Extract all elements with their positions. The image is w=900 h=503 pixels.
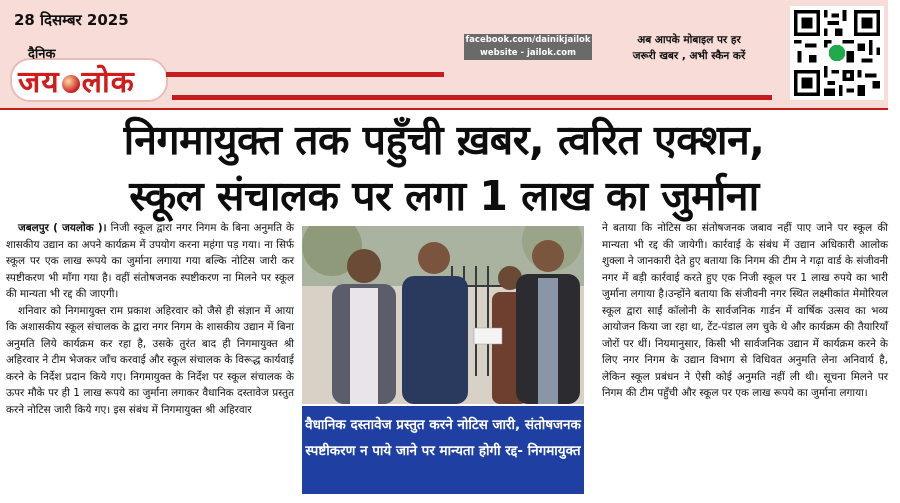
logo-word-left: जय <box>18 65 60 100</box>
scan-prompt <box>604 32 774 64</box>
headline-line-1: निगमायुक्त तक पहुँची ख़बर, त्वरित एक्शन, <box>123 116 765 164</box>
news-photo <box>302 226 584 404</box>
facebook-link[interactable]: facebook.com/dainikjailok <box>465 35 591 45</box>
masthead-rule-top <box>166 72 444 77</box>
website-link[interactable]: website - jailok.com <box>480 48 576 58</box>
newspaper-logo <box>18 60 135 101</box>
scan-prompt-line1: अब आपके मोबाइल पर हर <box>637 34 741 46</box>
article-paragraph-3: ने बताया कि नोटिस का संतोषजनक जबाव नहीं पाए जाने पर स्कूल की मान्यता भी रद्द की जायेगी। कार्रवाई के संबंध में उद्यान अधिकारी आलोक शुक्ला ने जानकारी देते हुए बताया कि निगम की टीम ने गढ़ा वार्ड के संजीवनी नगर में बड़ी कार्रवाई करते हुए एक निजी स्कूल पर 1 लाख रुपये का भारी जुर्माना लगाया है।उन्होंने बताया कि संजीवनी नगर स्थित लक्ष्मीकांत मेमोरियल स्कूल द्वारा साईं कॉलोनी के सार्वजनिक गार्डन में वार्षिक उत्सव का भव्य आयोजन किया जा रहा था, टेंट-पंडाल लग चुके थे और कार्यक्रम की तैयारियाँ जोरों पर थीं। नियमानुसार, किसी भी सार्वजनिक उद्यान में कार्यक्रम करने के लिए नगर निगम के उद्यान विभाग से विधिवत अनुमति लेना अनिवार्य है, लेकिन स्कूल प्रबंधन ने ऐसी कोई अनुमति नहीं ली थी। सूचना मिलने पर निगम की टीम पहुँची और स्कूल पर एक लाख रूपये का जुर्माना लगाया। <box>602 222 888 399</box>
headline <box>0 112 888 224</box>
social-links <box>464 34 592 60</box>
globe-icon <box>62 75 80 93</box>
qr-code-icon[interactable] <box>790 6 884 100</box>
logo-small-text: दैनिक <box>28 47 56 62</box>
article-column-left <box>6 220 294 418</box>
article-paragraph-1 <box>6 220 294 303</box>
headline-line-2: स्कूल संचालक पर लगा 1 लाख का जुर्माना <box>129 172 759 220</box>
masthead <box>0 0 888 110</box>
masthead-rule-bottom <box>172 95 772 100</box>
article-text: निजी स्कूल द्वारा नगर निगम के बिना अनुमति के शासकीय उद्यान का अपने कार्यक्रम में उपयोग करना महंगा पड़ गया। ना सिर्फ स्कूल पर एक लाख रूपये का जुर्माना लगाया गया बल्कि नोटिस जारी कर स्पष्टीकरण भी माँगा गया है। वहीं संतोषजनक स्पष्टीकरण ना मिलने पर स्कूल की मान्यता भी रद्द की जाएगी। <box>6 222 294 300</box>
issue-date: 28 दिसम्बर 2025 <box>14 11 129 29</box>
photo-caption: वैधानिक दस्तावेज प्रस्तुत करने नोटिस जारी, संतोषजनक स्पष्टीकरण न पाये जाने पर मान्यता होगी रद्द- निगमायुक्त <box>302 406 584 494</box>
logo-word-right: लोक <box>81 65 135 100</box>
article-column-right <box>602 220 888 402</box>
article-paragraph-2: शनिवार को निगमायुक्त राम प्रकाश अहिरवार को जैसे ही संज्ञान में आया कि अशासकीय स्कूल संचालक के द्वारा नगर निगम के शासकीय उद्यान में बिना अनुमति लिये कार्यक्रम कर रहा है, उसके तुरंत बाद ही निगमायुक्त श्री अहिरवार ने टीम भेजकर जाँच करवाई और स्कूल संचालक के विरूद्ध कार्यवाई करने के निर्देश प्रदान किये गए। निगमायुक्त के निर्देश पर स्कूल संचालक के ऊपर मौके पर ही 1 लाख रूपये का जुर्माना लगाकर वैधानिक दस्तावेज प्रस्तुत करने नोटिस जारी किये गए। इस संबंध में निगमायुक्त श्री अहिरवार <box>6 304 294 416</box>
scan-prompt-line2: जरूरी खबर , अभी स्कैन करें <box>632 50 746 62</box>
dateline: जबलपुर ( जयलोक )। <box>18 222 107 234</box>
